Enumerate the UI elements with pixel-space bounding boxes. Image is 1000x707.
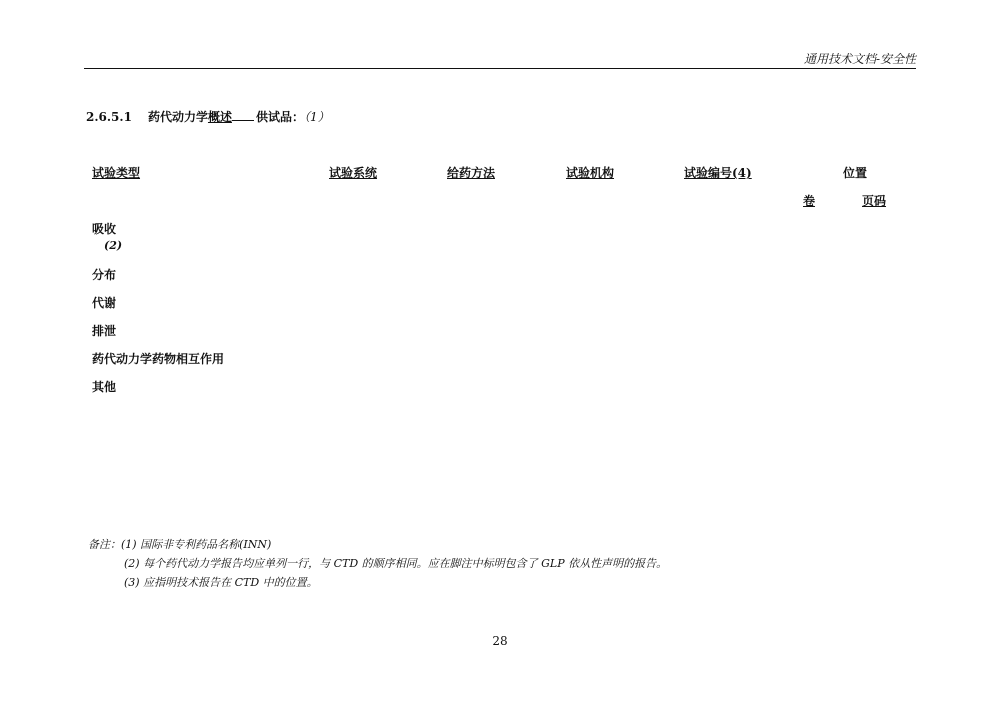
column-header-admin-method: 给药方法 xyxy=(447,166,496,180)
row-label-metabolism: 代谢 xyxy=(92,296,117,310)
supply-note: （1） xyxy=(303,110,330,124)
section-heading xyxy=(86,108,330,125)
column-header-volume: 卷 xyxy=(803,194,816,208)
row-label-distribution: 分布 xyxy=(92,268,117,282)
section-number: 2.6.5.1 xyxy=(86,110,132,124)
footnote-1 xyxy=(88,536,271,552)
column-header-test-system: 试验系统 xyxy=(329,166,378,180)
row-label-interaction: 药代动力学药物相互作用 xyxy=(92,352,225,366)
header-divider xyxy=(84,68,916,69)
column-header-page: 页码 xyxy=(862,194,887,208)
column-header-test-type: 试验类型 xyxy=(92,166,141,180)
supply-label: 供试品： xyxy=(255,110,304,124)
footnote-3: (3) 应指明技术报告在 CTD 中的位置。 xyxy=(124,576,318,589)
section-title: 药代动力学 xyxy=(147,110,208,124)
footnote-prefix: 备注： xyxy=(88,538,121,551)
footnote-1-text: (1) 国际非专利药品名称(INN) xyxy=(121,538,272,551)
row-label-absorption: 吸收 xyxy=(92,222,117,236)
document-header-title: 通用技术文档-安全性 xyxy=(803,52,916,66)
section-title-underlined: 概述 xyxy=(207,110,232,124)
row-label-other: 其他 xyxy=(92,380,117,394)
footnote-2: (2) 每个药代动力学报告均应单列一行，与 CTD 的顺序相同。应在脚注中标明包含了 GLP 依从性声明的报告。 xyxy=(124,557,668,570)
section-title-blank xyxy=(232,108,254,121)
page-number: 28 xyxy=(492,634,508,648)
column-header-institution: 试验机构 xyxy=(566,166,615,180)
column-header-study-number: 试验编号(4) xyxy=(684,166,752,180)
column-header-position: 位置 xyxy=(843,166,868,180)
row-note-absorption: (2) xyxy=(104,239,123,252)
row-label-excretion: 排泄 xyxy=(92,324,117,338)
